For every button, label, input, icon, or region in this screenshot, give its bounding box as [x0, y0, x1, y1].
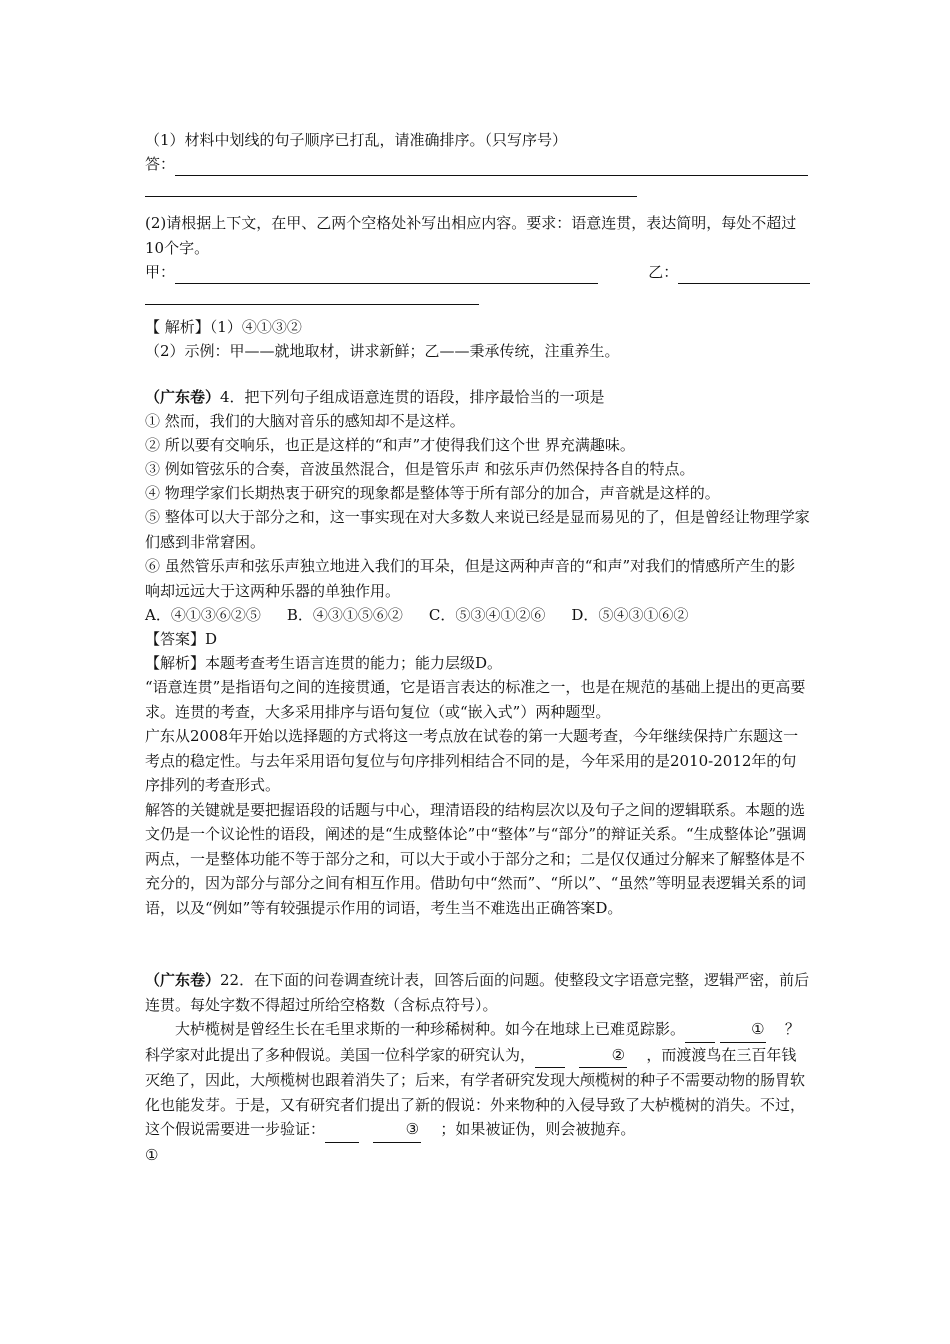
- q4-sentence-6: ⑥ 虽然管乐声和弦乐声独立地进入我们的耳朵，但是这两种声音的“和声”对我们的情感所产生的影响却远远大于这两种乐器的单独作用。: [145, 557, 796, 600]
- q22-stem: [145, 968, 810, 1017]
- blank-1-label: ①: [751, 1020, 765, 1038]
- q4-option-d: D．⑤④③①⑥②: [571, 606, 689, 624]
- q3-answer-row: [145, 152, 810, 176]
- q3-analysis-1: [145, 315, 810, 339]
- q3-analysis-2: （2）示例：甲——就地取材，讲求新鲜；乙——秉承传统，注重养生。: [145, 342, 620, 360]
- document-page: [145, 128, 810, 1167]
- q3-item-2: (2)请根据上下文，在甲、乙两个空格处补写出相应内容。要求：语意连贯，表达简明，每处不超过10个字。: [145, 214, 797, 257]
- q4-sentence-5: ⑤ 整体可以大于部分之和，这一事实现在对大多数人来说已经是显而易见的了，但是曾经让物理学家们感到非常窘困。: [145, 508, 810, 551]
- q4-option-b: B．④③①⑤⑥②: [286, 606, 403, 624]
- q4-sentence-4: ④ 物理学家们长期热衷于研究的现象都是整体等于所有部分的加合，声音就是这样的。: [145, 484, 720, 502]
- q3-yi-row-2: [145, 286, 810, 305]
- q4-sentence-3: ③ 例如管弦乐的合奏，音波虽然混合，但是管乐声 和弦乐声仍然保持各自的特点。: [145, 460, 695, 478]
- q4-analysis-para-2: 广东从2008年开始以选择题的方式将这一考点放在试卷的第一大题考查，今年继续保持广东题这一考点的稳定性。与去年采用语句复位与句序排列相结合不同的是，今年采用的是2010-2012年的句序排列的考查形式。: [145, 727, 799, 794]
- answer-fill-line[interactable]: [175, 157, 808, 176]
- jia-fill-line[interactable]: [175, 265, 598, 284]
- q3-jia-yi-row: [145, 260, 810, 284]
- answer-label: 答：: [145, 155, 176, 173]
- q22-source: （广东卷）: [145, 971, 221, 989]
- q4-sentence-1: ① 然而，我们的大脑对音乐的感知却不是这样。: [145, 412, 465, 430]
- q22-passage-part-1: 大栌榄树是曾经生长在毛里求斯的一种珍稀树种。如今在地球上已难觅踪影。: [175, 1020, 686, 1038]
- q4-option-a: A．④①③⑥②⑤: [145, 606, 261, 624]
- q22-passage-part-4: ；如果被证伪，则会被抛弃。: [440, 1120, 636, 1138]
- q3-item-1: （1）材料中划线的句子顺序已打乱，请准确排序。（只写序号）: [145, 131, 568, 149]
- analysis-label: 【 解析】: [145, 318, 210, 336]
- q4-analysis-para-3: 解答的关键就是要把握语段的话题与中心，理清语段的结构层次以及句子之间的逻辑联系。本题的选文仍是一个议论性的语段，阐述的是“生成整体论”中“整体”与“部分”的辩证关系。“生成整体论”强调两点，一是整体功能不等于部分之和，可以大于或小于部分之和；二是仅仅通过分解来了解整体是不充分的，因为部分与部分之间有相互作用。借助句中“然而”、“所以”、“虽然”等明显表逻辑关系的词语，以及“例如”等有较强提示作用的词语，考生当不难选出正确答案D。: [145, 800, 807, 917]
- q4-option-c: C．⑤③④①②⑥: [428, 606, 546, 624]
- blank-3-label: ③: [405, 1120, 420, 1138]
- q4-options: [145, 603, 810, 627]
- q22-stem-text: 22．在下面的问卷调查统计表，回答后面的问题。使整段文字语意完整，逻辑严密，前后连贯。每处字数不得超过所给空格数（含标点符号）。: [145, 971, 810, 1014]
- q4-answer: 【答案】D: [145, 630, 218, 648]
- q4-analysis-head: 【解析】本题考查考生语言连贯的能力；能力层级D。: [145, 654, 503, 672]
- q4-stem-text: 4．把下列句子组成语意连贯的语段，排序最恰当的一项是: [220, 388, 605, 406]
- yi-label: 乙：: [648, 263, 679, 281]
- q22-passage-part-3: ，而渡渡鸟在三百年钱灭绝了，因此，大颅榄树也跟着消失了；后来，有学者研究发现大颅榄树的种子不需要动物的肠胃软化也能发芽。于是，又有研究者们提出了新的假说：外来物种的入侵导致了大栌榄树的消失。不过，这个假说需要进一步验证：: [145, 1045, 806, 1138]
- yi-fill-line-2[interactable]: [145, 286, 479, 305]
- blank-lead[interactable]: [685, 1017, 715, 1043]
- q4-source: （广东卷）: [145, 388, 221, 406]
- yi-fill-line[interactable]: [678, 265, 810, 284]
- blank-2-label: ②: [611, 1045, 626, 1064]
- blank-1[interactable]: [720, 1017, 766, 1043]
- q3-answer-row-2: [145, 178, 810, 197]
- q4-sentence-2: ② 所以要有交响乐，也正是这样的“和声”才使得我们这个世 界充满趣味。: [145, 436, 635, 454]
- q22-passage: [145, 1017, 810, 1143]
- blank-2[interactable]: [579, 1043, 627, 1069]
- analysis-answer-1: （1）④①③②: [209, 318, 302, 336]
- jia-label: 甲：: [145, 263, 176, 281]
- answer-fill-line-2[interactable]: [145, 178, 637, 197]
- q4-analysis-para-1: “语意连贯”是指语句之间的连接贯通，它是语言表达的标准之一，也是在规范的基础上提出的更高要求。连贯的考查，大多采用排序与语句复位（或“嵌入式”）两种题型。: [145, 678, 806, 721]
- q4-stem: [145, 385, 810, 409]
- blank-3-lead[interactable]: [325, 1117, 359, 1143]
- q22-tail: ①: [145, 1145, 159, 1164]
- blank-2-lead[interactable]: [535, 1043, 565, 1069]
- q22-passage-part-2: ？科学家对此提出了多种假说。美国一位科学家的研究认为，: [145, 1020, 800, 1064]
- blank-3[interactable]: [373, 1117, 421, 1143]
